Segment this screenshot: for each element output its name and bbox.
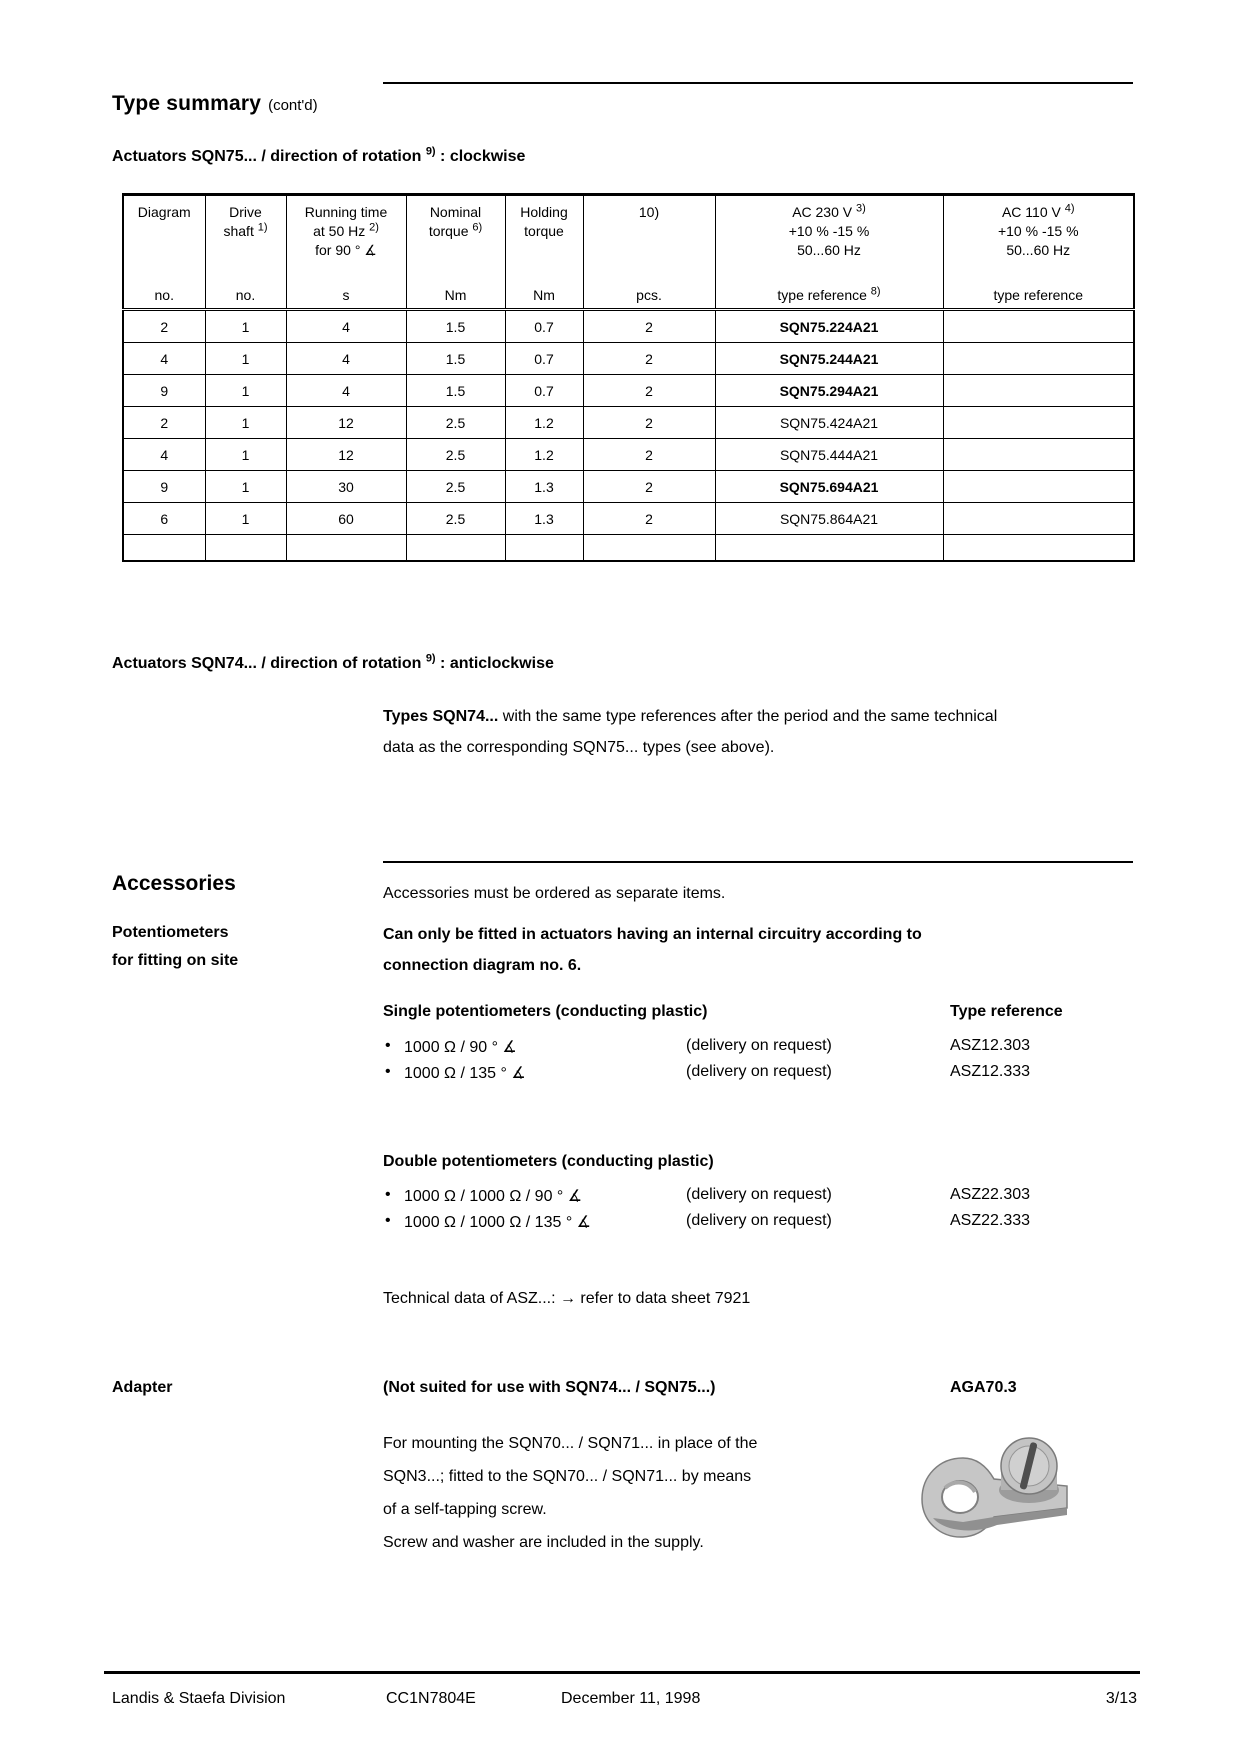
type-reference-cell: SQN75.244A21 — [715, 343, 943, 375]
pot-description: 1000 Ω / 1000 Ω / 90 ° ∡ — [404, 1188, 583, 1205]
table-cell: 9 — [123, 471, 205, 503]
type-reference: ASZ12.303 — [950, 1037, 1031, 1054]
table-cell: 4 — [123, 343, 205, 375]
unit-ac110: type reference — [993, 287, 1083, 303]
adapter-supply-note: Screw and washer are included in the supply. — [383, 1534, 704, 1551]
table-cell — [943, 375, 1134, 407]
rotation-angle-symbol: for 90 ° ∡ — [315, 242, 377, 258]
double-pot-item — [383, 1186, 1083, 1210]
table-cell — [943, 407, 1134, 439]
table-cell: 2.5 — [406, 407, 505, 439]
footnote-marker-3: 3) — [856, 202, 866, 215]
double-pot-item — [383, 1212, 1083, 1236]
table-row — [123, 343, 1134, 375]
pot-description: 1000 Ω / 135 ° ∡ — [404, 1065, 526, 1082]
page-title — [112, 92, 318, 116]
table-cell: 0.7 — [505, 343, 583, 375]
table-row — [123, 439, 1134, 471]
pot-description: 1000 Ω / 1000 Ω / 135 ° ∡ — [404, 1214, 591, 1231]
table-row — [123, 375, 1134, 407]
table-cell: 0.7 — [505, 310, 583, 343]
type-reference: ASZ12.333 — [950, 1063, 1031, 1080]
footer-divider — [104, 1671, 1140, 1674]
sqn74-heading-post: : anticlockwise — [435, 655, 554, 672]
table-cell: 30 — [286, 471, 406, 503]
type-reference-cell: SQN75.224A21 — [715, 310, 943, 343]
table-cell: 1 — [205, 343, 286, 375]
table-cell: 2 — [583, 310, 715, 343]
col-header-drive-shaft: Drive shaft $^{1)}$ no. — [205, 195, 286, 310]
type-reference-cell: SQN75.694A21 — [715, 471, 943, 503]
footnote-marker-1: 1) — [257, 221, 268, 234]
accessories-intro: Accessories must be ordered as separate items. — [383, 885, 726, 902]
table-row-empty — [123, 535, 1134, 562]
table-cell: 2 — [583, 439, 715, 471]
sqn75-heading-pre: Actuators SQN75... / direction of rotation — [112, 148, 426, 165]
type-reference-cell: SQN75.444A21 — [715, 439, 943, 471]
table-cell — [205, 535, 286, 562]
table-cell: 1.3 — [505, 471, 583, 503]
table-cell: 12 — [286, 439, 406, 471]
footer-page-number: 3/13 — [1105, 1690, 1137, 1707]
footnote-marker-2: 2) — [369, 221, 379, 234]
sqn74-paragraph: Types SQN74... with the same type references after the period and the same technical data as the corresponding SQN75... types (see above). — [383, 708, 998, 756]
single-pot-heading: Single potentiometers (conducting plastic) — [383, 1003, 708, 1020]
type-reference-label: Type reference — [950, 1003, 1063, 1020]
sqn74-heading-pre: Actuators SQN74... / direction of rotation — [112, 655, 426, 672]
table-row — [123, 471, 1134, 503]
sqn75-heading-post: : clockwise — [435, 148, 526, 165]
table-cell: 2 — [583, 407, 715, 439]
potentiometers-note: Can only be fitted in actuators having an internal circuitry according to connection diagram no. 6. — [383, 926, 922, 974]
table-cell: 12 — [286, 407, 406, 439]
type-reference-cell: SQN75.424A21 — [715, 407, 943, 439]
table-cell: 2.5 — [406, 439, 505, 471]
table-cell: 1.5 — [406, 310, 505, 343]
table-cell: 4 — [286, 343, 406, 375]
footnote-marker-4: 4) — [1064, 202, 1075, 215]
adapter-restriction: (Not suited for use with SQN74... / SQN75...) — [383, 1379, 716, 1396]
type-reference-cell: SQN75.864A21 — [715, 503, 943, 535]
table-cell: 6 — [123, 503, 205, 535]
table-row — [123, 407, 1134, 439]
table-cell — [943, 535, 1134, 562]
table-cell: 2 — [583, 375, 715, 407]
table-cell: 1.2 — [505, 407, 583, 439]
footnote-marker-6: 6) — [472, 221, 483, 234]
footnote-marker-9: 9) — [425, 652, 436, 665]
single-pot-item — [383, 1063, 1083, 1087]
table-cell — [715, 535, 943, 562]
adapter-type-reference: AGA70.3 — [950, 1379, 1017, 1396]
page-title-text: Type summary — [112, 92, 262, 115]
table-cell — [943, 439, 1134, 471]
pot-description: 1000 Ω / 90 ° ∡ — [404, 1039, 517, 1056]
table-cell: 2 — [583, 343, 715, 375]
delivery-note: (delivery on request) — [686, 1186, 832, 1203]
unit-qty: pcs. — [636, 287, 662, 303]
footer — [0, 1690, 1240, 1714]
table-cell: 1.5 — [406, 375, 505, 407]
footnote-marker-9: 9) — [425, 145, 436, 158]
bullet-icon: • — [385, 1063, 391, 1080]
sqn74-section-heading — [112, 652, 554, 673]
table-header-row — [123, 195, 1134, 310]
table-cell: 4 — [286, 375, 406, 407]
unit-nominal-torque: Nm — [444, 287, 467, 303]
top-divider — [383, 82, 1133, 84]
asz-tech-note: Technical data of ASZ...: → refer to data sheet 7921 — [383, 1290, 751, 1307]
accessories-divider — [383, 861, 1133, 863]
col-header-running-time: Running time at 50 Hz $^{2)}$ for 90 ° ∡ s — [286, 195, 406, 310]
col-header-ac230: AC 230 V $^{3)}$ +10 % -15 % 50...60 Hz type reference $^{8)}$ — [715, 195, 943, 310]
adapter-label: Adapter — [112, 1379, 173, 1396]
col-header-qty: 10) pcs. — [583, 195, 715, 310]
col-header-holding-torque: Holding torque Nm — [505, 195, 583, 310]
table-cell: 60 — [286, 503, 406, 535]
bullet-icon: • — [385, 1212, 391, 1229]
table-cell — [943, 343, 1134, 375]
adapter-description: For mounting the SQN70... / SQN71... in place of the SQN3...; fitted to the SQN70... / SQN71... by means of a self-tapping screw. — [383, 1435, 758, 1518]
type-reference: ASZ22.333 — [950, 1212, 1031, 1229]
table-cell — [583, 535, 715, 562]
type-summary-table — [122, 193, 1135, 562]
sqn75-section-heading — [112, 145, 526, 166]
footnote-marker-8: 8) — [870, 285, 881, 298]
table-row — [123, 503, 1134, 535]
unit-holding-torque: Nm — [533, 287, 555, 303]
table-cell: 1.3 — [505, 503, 583, 535]
table-cell: 1 — [205, 310, 286, 343]
delivery-note: (delivery on request) — [686, 1037, 832, 1054]
footer-doc-id: CC1N7804E — [386, 1690, 476, 1707]
table-cell: 4 — [286, 310, 406, 343]
table-cell: 1.5 — [406, 343, 505, 375]
table-cell: 2 — [583, 471, 715, 503]
sqn74-para-lead: Types SQN74... — [383, 708, 499, 725]
table-cell — [943, 471, 1134, 503]
table-cell: 2 — [123, 310, 205, 343]
table-cell — [123, 535, 205, 562]
double-pot-heading: Double potentiometers (conducting plastic) — [383, 1153, 714, 1170]
table-cell: 1 — [205, 375, 286, 407]
adapter-photo-graphic — [915, 1422, 1075, 1552]
footer-date: December 11, 1998 — [561, 1690, 701, 1707]
table-cell: 2 — [123, 407, 205, 439]
table-cell: 1.2 — [505, 439, 583, 471]
table-cell — [943, 310, 1134, 343]
type-reference-cell: SQN75.294A21 — [715, 375, 943, 407]
table-cell: 1 — [205, 503, 286, 535]
table-cell: 2 — [583, 503, 715, 535]
table-row — [123, 310, 1134, 343]
page-title-suffix: (cont'd) — [268, 97, 318, 114]
unit-ac230: type reference $^{8)}$ — [777, 285, 881, 303]
accessories-title: Accessories — [112, 872, 236, 895]
single-pot-item — [383, 1037, 1083, 1061]
unit-diagram: no. — [154, 287, 174, 303]
adapter-photo — [915, 1422, 1075, 1557]
table-cell: 0.7 — [505, 375, 583, 407]
table-cell: 1 — [205, 439, 286, 471]
bullet-icon: • — [385, 1186, 391, 1203]
potentiometers-label: Potentiometers for fitting on site — [112, 924, 239, 969]
table-cell — [943, 503, 1134, 535]
delivery-note: (delivery on request) — [686, 1212, 832, 1229]
table-cell: 2.5 — [406, 471, 505, 503]
footer-company: Landis & Staefa Division — [112, 1690, 286, 1707]
col-header-ac110: AC 110 V $^{4)}$ +10 % -15 % 50...60 Hz type reference — [943, 195, 1134, 310]
table-cell: 1 — [205, 407, 286, 439]
table-cell — [505, 535, 583, 562]
delivery-note: (delivery on request) — [686, 1063, 832, 1080]
table-cell — [406, 535, 505, 562]
col-header-diagram: Diagram no. — [123, 195, 205, 310]
table-cell: 1 — [205, 471, 286, 503]
table-cell — [286, 535, 406, 562]
unit-running-time: s — [342, 287, 350, 303]
table-cell: 9 — [123, 375, 205, 407]
col-header-nominal-torque: Nominal torque $^{6)}$ Nm — [406, 195, 505, 310]
unit-drive-shaft: no. — [235, 287, 256, 303]
table-cell: 4 — [123, 439, 205, 471]
type-reference: ASZ22.303 — [950, 1186, 1031, 1203]
table-cell: 2.5 — [406, 503, 505, 535]
bullet-icon: • — [385, 1037, 391, 1054]
